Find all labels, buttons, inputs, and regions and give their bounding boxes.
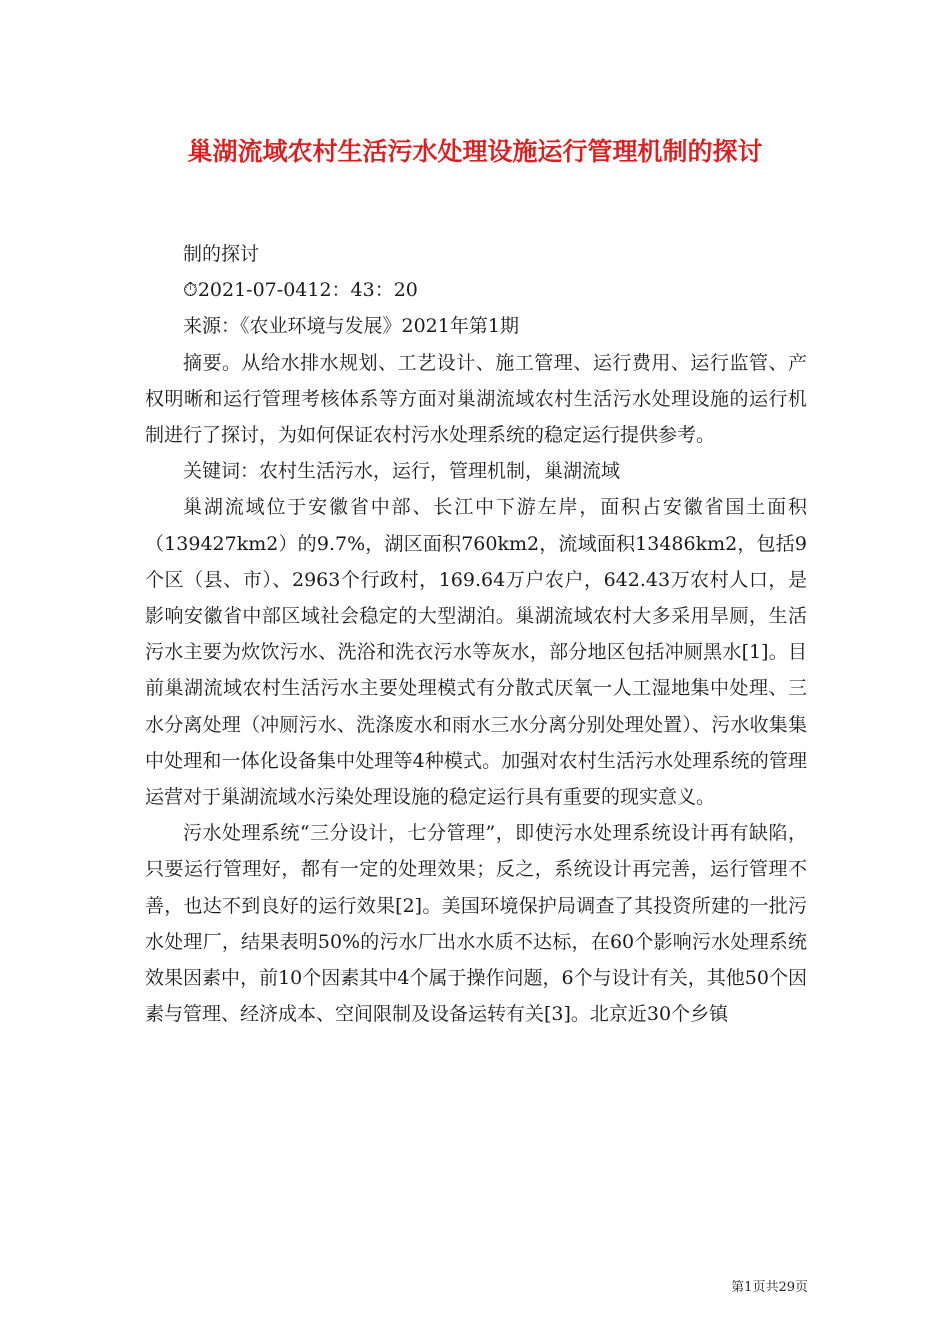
paragraph-timestamp: ⏱2021-07-0412：43：20 — [183, 279, 418, 302]
paragraph-keywords: 关键词：农村生活污水，运行，管理机制，巢湖流域 — [183, 460, 621, 483]
paragraph-source: 来源：《农业环境与发展》2021年第1期 — [183, 315, 519, 338]
paragraph-title-fragment: 制的探讨 — [183, 243, 260, 265]
paragraph-body-2: 污水处理系统“三分设计，七分管理”，即使污水处理系统设计再有缺陷，只要运行管理好，都有一定的处理效果；反之，系统设计再完善，运行管理不善，也达不到良好的运行效果[2]。美国环境保护局调查了其投资所建的一批污水处理厂，结果表明50%的污水厂出水水质不达标，在60个影响污水处理系统效果因素中，前10个因素其中4个属于操作问题，6个与设计有关，其他50个因素与管理、经济成本、空间限制及设备运转有关[3]。北京近30个乡镇 — [145, 822, 807, 1026]
paragraph-abstract: 摘要。从给水排水规划、工艺设计、施工管理、运行费用、运行监管、产权明晰和运行管理考核体系等方面对巢湖流域农村生活污水处理设施的运行机制进行了探讨，为如何保证农村污水处理系统的稳定运行提供参考。 — [145, 351, 807, 447]
document-title: 巢湖流域农村生活污水处理设施运行管理机制的探讨 — [187, 137, 763, 166]
paragraph-body-1: 巢湖流域位于安徽省中部、长江中下游左岸，面积占安徽省国土面积（139427km2）的9.7%，湖区面积760km2，流域面积13486km2，包括9个区（县、市）、2963个行政村，169.64万户农户，642.43万农村人口，是影响安徽省中部区域社会稳定的大型湖泊。巢湖流域农村大多采用旱厕，生活污水主要为炊饮污水、洗浴和洗衣污水等灰水，部分地区包括冲厕黑水[1]。目前巢湖流域农村生活污水主要处理模式有分散式厌氧一人工湿地集中处理、三水分离处理（冲厕污水、洗涤废水和雨水三水分离分别处理处置）、污水收集集中处理和一体化设备集中处理等4种模式。加强对农村生活污水处理系统的管理运营对于巢湖流域水污染处理设施的稳定运行具有重要的现实意义。 — [145, 496, 807, 809]
page-indicator: 第1页共29页 — [731, 1280, 808, 1295]
document-body — [145, 236, 807, 1032]
